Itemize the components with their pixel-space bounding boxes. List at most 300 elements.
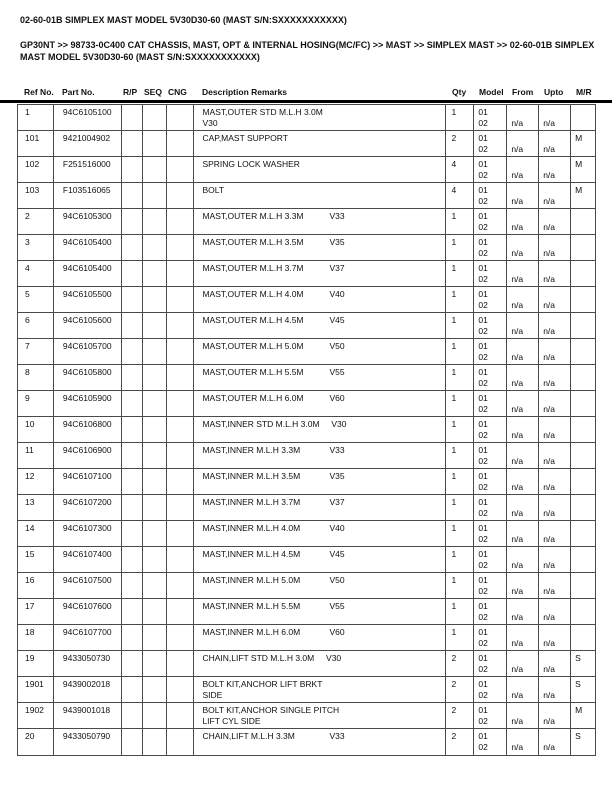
qty-value: 1 [451,289,457,299]
part-no-cell [54,209,122,234]
qty-value: 1 [451,497,457,507]
model-value-line1: 01 [478,627,488,637]
mr-cell [571,157,595,182]
seq-value [145,523,166,534]
mr-value [575,289,595,300]
seq-cell [143,105,167,130]
model-cell [474,391,507,416]
mr-value [575,107,595,118]
cng-cell [167,417,195,442]
qty-value: 1 [451,601,457,611]
model-cell [474,521,507,546]
model-cell [474,469,507,494]
part-no-cell [54,313,122,338]
ref-no-cell [18,365,54,390]
qty-cell [446,157,475,182]
qty-cell [446,521,475,546]
upto-value: n/a [543,481,556,492]
description-variant-code: V35 [329,471,345,481]
from-cell [507,339,539,364]
description-variant-code: V55 [329,601,345,611]
from-spacer [511,627,538,638]
upto-cell [539,157,571,182]
rp-value [124,237,142,248]
description-variant-code: V40 [329,523,345,533]
mr-cell [571,625,595,650]
from-spacer [511,523,538,534]
rp-cell [122,105,143,130]
upto-value: n/a [543,273,556,284]
ref-no-value: 7 [25,341,30,351]
table-row [18,703,595,729]
from-spacer [511,445,538,456]
part-no-value: 94C6106800 [62,419,112,429]
from-value: n/a [511,325,524,336]
cng-value [169,679,194,690]
qty-cell [446,131,475,156]
upto-cell [539,339,571,364]
description-variant-code: V40 [329,289,345,299]
part-no-cell [54,365,122,390]
ref-no-value: 12 [25,471,35,481]
from-value: n/a [511,611,524,622]
rp-value [124,445,142,456]
upto-value: n/a [543,429,556,440]
mr-cell [571,287,595,312]
from-value: n/a [511,715,524,726]
qty-value: 2 [451,731,457,741]
part-no-value: 94C6105700 [62,341,112,351]
from-value: n/a [511,741,524,752]
rp-value [124,211,142,222]
part-no-value: 94C6107700 [62,627,112,637]
description-line2 [202,612,444,623]
description-line1: MAST,OUTER STD M.L.H 3.0M [202,107,323,117]
seq-value [145,315,166,326]
model-value-line2: 02 [478,221,488,232]
mr-value [575,575,595,586]
description-cell [194,547,445,572]
from-cell [507,729,539,755]
part-no-cell [54,599,122,624]
upto-cell [539,495,571,520]
model-cell [474,365,507,390]
ref-no-value: 10 [25,419,35,429]
description-line2 [202,638,444,649]
description-variant-code: V60 [329,627,345,637]
mr-cell [571,417,595,442]
table-row [18,261,595,287]
model-value-line1: 01 [478,705,488,715]
part-no-value: 94C6107300 [62,523,112,533]
rp-cell [122,625,143,650]
upto-cell [539,651,571,676]
ref-no-value: 102 [25,159,40,169]
part-no-cell [54,287,122,312]
upto-value: n/a [543,351,556,362]
from-cell [507,417,539,442]
upto-value: n/a [543,507,556,518]
ref-no-cell [18,495,54,520]
rp-value [124,341,142,352]
model-value-line2: 02 [478,117,488,128]
rp-cell [122,339,143,364]
cng-value [169,211,194,222]
seq-value [145,133,166,144]
description-cell [194,209,445,234]
part-no-value: 94C6107500 [62,575,112,585]
rp-cell [122,131,143,156]
description-cell [194,651,445,676]
description-line1: MAST,OUTER M.L.H 4.0M [202,289,304,299]
qty-value: 4 [451,185,457,195]
mr-cell [571,183,595,208]
from-value: n/a [511,299,524,310]
upto-cell [539,131,571,156]
rp-value [124,497,142,508]
model-value-line1: 01 [478,185,488,195]
upto-value: n/a [543,611,556,622]
cng-cell [167,313,195,338]
table-body [18,105,595,755]
description-line1: MAST,INNER M.L.H 3.7M [202,497,301,507]
ref-no-value: 1 [25,107,30,117]
qty-value: 4 [451,159,457,169]
model-value-line1: 01 [478,133,488,143]
description-variant-code: V33 [329,445,345,455]
cng-value [169,445,194,456]
qty-value: 1 [451,237,457,247]
description-cell [194,391,445,416]
upto-cell [539,547,571,572]
ref-no-value: 13 [25,497,35,507]
description-line2 [202,404,444,415]
qty-cell [446,209,475,234]
from-spacer [511,679,538,690]
ref-no-cell [18,651,54,676]
model-value-line1: 01 [478,341,488,351]
ref-no-cell [18,417,54,442]
rp-value [124,523,142,534]
description-variant-code: V33 [329,731,345,741]
seq-value [145,549,166,560]
cng-cell [167,469,195,494]
seq-cell [143,599,167,624]
from-value: n/a [511,533,524,544]
seq-cell [143,651,167,676]
part-no-cell [54,703,122,728]
upto-value: n/a [543,559,556,570]
model-value-line2: 02 [478,481,488,492]
rp-value [124,393,142,404]
model-value-line2: 02 [478,663,488,674]
seq-cell [143,677,167,702]
model-cell [474,235,507,260]
from-spacer [511,315,538,326]
cng-cell [167,443,195,468]
model-value-line2: 02 [478,429,488,440]
model-cell [474,105,507,130]
qty-cell [446,391,475,416]
part-no-cell [54,235,122,260]
upto-spacer [543,367,570,378]
mr-cell [571,365,595,390]
rp-cell [122,235,143,260]
description-line2 [202,300,444,311]
model-cell [474,313,507,338]
table-row [18,391,595,417]
rp-value [124,575,142,586]
rp-cell [122,599,143,624]
seq-cell [143,417,167,442]
col-header-qty: Qty [452,87,467,97]
upto-value: n/a [543,741,556,752]
description-line2 [202,742,444,753]
col-header-part-no: Part No. [62,87,95,97]
cng-value [169,601,194,612]
ref-no-cell [18,703,54,728]
model-value-line2: 02 [478,169,488,180]
qty-value: 1 [451,263,457,273]
seq-cell [143,287,167,312]
ref-no-value: 8 [25,367,30,377]
upto-spacer [543,159,570,170]
ref-no-value: 2 [25,211,30,221]
seq-value [145,393,166,404]
rp-cell [122,703,143,728]
description-line2 [202,144,444,155]
ref-no-value: 20 [25,731,35,741]
mr-cell [571,651,595,676]
from-cell [507,521,539,546]
rp-value [124,419,142,430]
upto-value: n/a [543,299,556,310]
cng-value [169,627,194,638]
mr-value [575,237,595,248]
description-variant-code: V35 [329,237,345,247]
seq-cell [143,443,167,468]
upto-spacer [543,705,570,716]
seq-value [145,237,166,248]
qty-value: 2 [451,679,457,689]
mr-cell [571,599,595,624]
description-line1: MAST,INNER M.L.H 3.5M [202,471,301,481]
description-line2 [202,248,444,259]
parts-table [17,104,596,756]
upto-spacer [543,497,570,508]
cng-cell [167,235,195,260]
description-line2 [202,534,444,545]
mr-value [575,497,595,508]
seq-cell [143,313,167,338]
upto-cell [539,313,571,338]
part-no-value: 9433050790 [62,731,111,741]
seq-value [145,575,166,586]
seq-value [145,367,166,378]
model-value-line2: 02 [478,637,488,648]
seq-cell [143,625,167,650]
table-row [18,105,595,131]
part-no-value: 94C6107200 [62,497,112,507]
cng-cell [167,729,195,755]
rp-cell [122,521,143,546]
upto-cell [539,703,571,728]
mr-value [575,523,595,534]
description-line2 [202,222,444,233]
mr-value: M [575,133,583,143]
cng-cell [167,651,195,676]
col-header-ref-no: Ref No. [24,87,54,97]
cng-value [169,185,194,196]
from-value: n/a [511,195,524,206]
qty-cell [446,573,475,598]
ref-no-value: 1902 [25,705,44,715]
upto-cell [539,183,571,208]
from-cell [507,573,539,598]
part-no-value: 9433050730 [62,653,111,663]
rp-value [124,263,142,274]
description-line1: MAST,OUTER M.L.H 3.5M [202,237,304,247]
description-cell [194,573,445,598]
ref-no-cell [18,677,54,702]
table-row [18,469,595,495]
cng-value [169,523,194,534]
upto-cell [539,599,571,624]
description-line2 [202,378,444,389]
table-row [18,547,595,573]
from-value: n/a [511,351,524,362]
cng-cell [167,703,195,728]
mr-value [575,627,595,638]
table-row [18,573,595,599]
description-cell [194,131,445,156]
upto-cell [539,573,571,598]
table-header-row [17,87,596,97]
ref-no-cell [18,547,54,572]
description-line2 [202,664,444,675]
qty-value: 1 [451,523,457,533]
upto-value: n/a [543,455,556,466]
ref-no-cell [18,729,54,755]
from-cell [507,365,539,390]
from-value: n/a [511,637,524,648]
qty-value: 1 [451,575,457,585]
description-cell [194,599,445,624]
mr-cell [571,729,595,755]
description-cell [194,703,445,728]
seq-cell [143,157,167,182]
upto-value: n/a [543,195,556,206]
table-row [18,157,595,183]
upto-spacer [543,731,570,742]
description-variant-code: V55 [329,367,345,377]
seq-cell [143,729,167,755]
ref-no-cell [18,573,54,598]
from-value: n/a [511,247,524,258]
model-value-line1: 01 [478,731,488,741]
ref-no-cell [18,183,54,208]
part-no-value: 9421004902 [62,133,111,143]
model-cell [474,339,507,364]
cng-cell [167,209,195,234]
upto-value: n/a [543,533,556,544]
rp-cell [122,391,143,416]
description-variant-code: V45 [329,315,345,325]
part-no-cell [54,729,122,755]
table-row [18,521,595,547]
model-value-line2: 02 [478,533,488,544]
description-line2 [202,326,444,337]
from-cell [507,703,539,728]
rp-value [124,731,142,742]
from-spacer [511,471,538,482]
cng-value [169,549,194,560]
upto-spacer [543,445,570,456]
ref-no-value: 103 [25,185,40,195]
seq-cell [143,521,167,546]
seq-value [145,263,166,274]
description-line1: MAST,INNER M.L.H 4.0M [202,523,301,533]
description-cell [194,469,445,494]
seq-value [145,211,166,222]
mr-cell [571,339,595,364]
model-value-line2: 02 [478,585,488,596]
seq-value [145,341,166,352]
description-variant-code: V60 [329,393,345,403]
part-no-cell [54,677,122,702]
model-value-line2: 02 [478,403,488,414]
description-cell [194,261,445,286]
seq-cell [143,209,167,234]
upto-value: n/a [543,715,556,726]
cng-cell [167,131,195,156]
part-no-cell [54,651,122,676]
table-row [18,651,595,677]
rp-value [124,627,142,638]
ref-no-value: 1901 [25,679,44,689]
part-no-cell [54,547,122,572]
description-line2: V30 [202,117,218,128]
mr-value [575,445,595,456]
model-value-line1: 01 [478,315,488,325]
table-row [18,209,595,235]
rp-cell [122,651,143,676]
description-cell [194,235,445,260]
part-no-cell [54,469,122,494]
from-cell [507,469,539,494]
seq-cell [143,573,167,598]
table-row [18,235,595,261]
qty-value: 2 [451,705,457,715]
ref-no-cell [18,287,54,312]
description-variant-code: V33 [329,211,345,221]
seq-value [145,627,166,638]
mr-value [575,549,595,560]
qty-cell [446,261,475,286]
upto-spacer [543,107,570,118]
qty-value: 1 [451,445,457,455]
ref-no-cell [18,131,54,156]
upto-cell [539,677,571,702]
description-line1: MAST,INNER M.L.H 5.0M [202,575,301,585]
table-row [18,365,595,391]
part-no-cell [54,183,122,208]
rp-cell [122,183,143,208]
part-no-value: F103516065 [62,185,111,195]
part-no-value: 94C6107400 [62,549,112,559]
model-cell [474,703,507,728]
from-spacer [511,419,538,430]
